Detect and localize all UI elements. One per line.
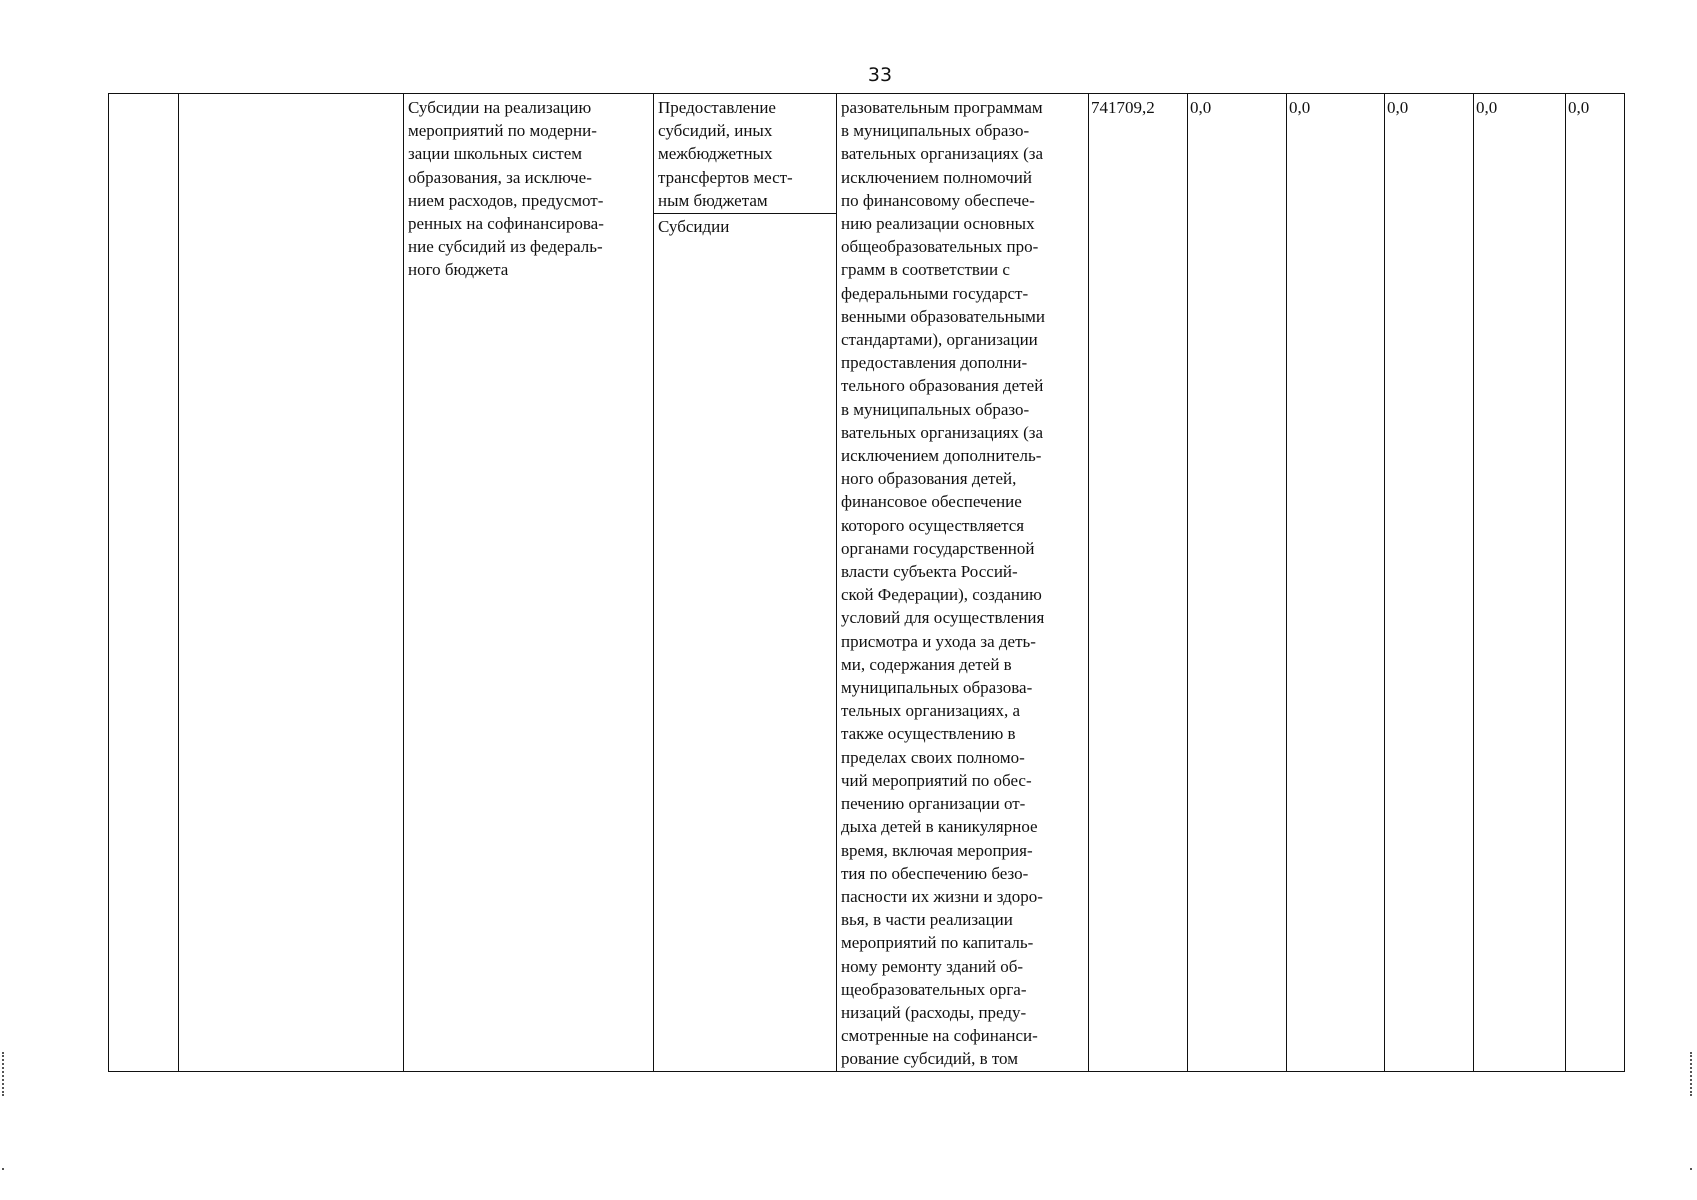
transfer-subtype-text: Субсидии <box>658 217 730 237</box>
value-cell-3: 0,0 <box>1385 94 1474 1072</box>
value-cell-2: 0,0 <box>1287 94 1385 1072</box>
page-number: 33 <box>867 64 893 86</box>
table-row <box>109 94 1625 1072</box>
transfer-type-cell <box>654 94 837 1072</box>
code-cell <box>179 94 404 1072</box>
budget-table <box>108 93 1625 1072</box>
amount-cell: 741709,2 <box>1089 94 1188 1072</box>
scan-margin-mark <box>2 1052 6 1096</box>
description-text: Субсидии на реализацию мероприятий по модерни- зации школьных систем образования, за исключе- нием расходов, предусмот- ренных на софинансирова- ние субсидий из федераль- ного бюджета <box>408 98 604 280</box>
transfer-type-text: Предоставление субсидий, иных межбюджетных трансфертов мест- ным бюджетам <box>654 96 836 214</box>
description-cell <box>404 94 654 1072</box>
purpose-cell <box>837 94 1089 1072</box>
scan-margin-dot <box>2 1168 4 1170</box>
value-cell-4: 0,0 <box>1474 94 1566 1072</box>
scan-margin-dot <box>1690 1168 1692 1170</box>
value-cell-1: 0,0 <box>1188 94 1287 1072</box>
purpose-text: разовательным программам в муниципальных образо- вательных организациях (за исключением полномочий по финансовому обеспече- нию реализации основных общеобразовательных про- грамм в соответствии с федеральными государст- венными образовательными стандартами), организации предоставления дополни- тельного образования детей в муниципальных образо- вательных организациях (за исключением дополнитель- ного образования детей, финансовое обеспечение которого осуществляется органами государственной власти субъекта Россий- ской Федерации), созданию условий для осуществления присмотра и ухода за деть- ми, содержания детей в муниципальных образова- тельных организациях, а также осуществлению в пределах своих полномо- чий мероприятий по обес- печению организации от- дыха детей в каникулярное время, включая мероприя- тия по обеспечению безо- пасности их жизни и здоро- вья, в части реализации мероприятий по капиталь- ному ремонту зданий об- щеобразовательных орга- низаций (расходы, преду- смотренные на софинанси- рование субсидий, в том <box>841 98 1045 1069</box>
row-number-cell <box>109 94 179 1072</box>
value-cell-5: 0,0 <box>1566 94 1625 1072</box>
scan-margin-mark <box>1690 1052 1694 1096</box>
